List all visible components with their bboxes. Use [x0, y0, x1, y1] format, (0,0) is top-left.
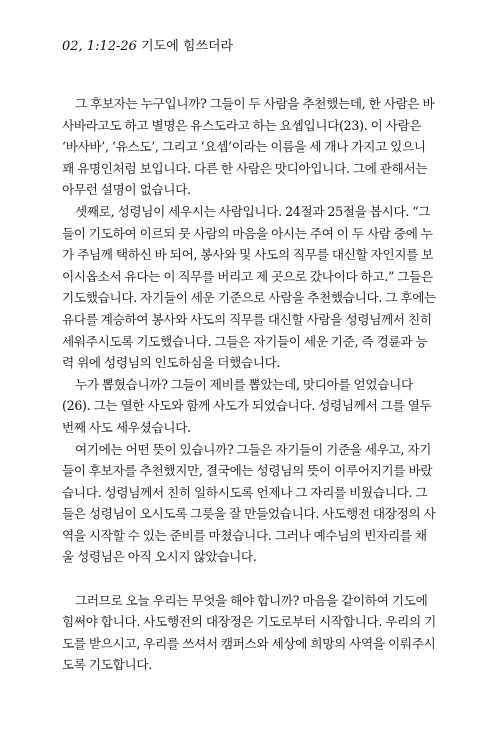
- paragraph-conclusion: 그러므로 오늘 우리는 무엇을 해야 합니까? 마음을 같이하여 기도에 힘써야 합니다. 사도행전의 대장정은 기도로부터 시작합니다. 우리의 기도를 받으시고, 우리를 쓰셔서 캠퍼스와 세상에 희망의 사역을 이뤄주시도록 기도합니다.: [62, 592, 436, 673]
- section-heading: [62, 38, 233, 56]
- paragraph-third-point: 셋째로, 성령님이 세우시는 사람입니다. 24절과 25절을 봅시다. “그들이 기도하여 이르되 뭇 사람의 마음을 아시는 주여 이 두 사람 중에 누가 주님께 택하신 바 되어, 봉사와 및 사도의 직무를 대신할 자인지를 보이시옵소서 유다는 이 직무를 버리고 제 곳으로 갔나이다 하고.” 그들은 기도했습니다. 자기들이 세운 기준으로 사람을 추천했습니다. 그 후에는 유다를 계승하여 봉사와 사도의 직무를 대신할 사람을 성령님께서 친히 세워주시도록 기도했습니다. 그들은 자기들이 세운 기준, 즉 경륜과 능력 위에 성령님의 인도하심을 더했습니다.: [62, 203, 436, 371]
- paragraph-candidates: 그 후보자는 누구입니까? 그들이 두 사람을 추천했는데, 한 사람은 바사바라고도 하고 별명은 유스도라고 하는 요셉입니다(23). 이 사람은 ‘바사바’, ‘유스도’, 그리고 ‘요셉’이라는 이름을 세 개나 가지고 있으니 꽤 유명인처럼 보입니다. 다른 한 사람은 맛디아입니다. 그에 관해서는 아무런 설명이 없습니다.: [62, 96, 435, 198]
- paragraph-meaning: 여기에는 어떤 뜻이 있습니까? 그들은 자기들이 기준을 세우고, 자기들이 후보자를 추천했지만, 결국에는 성령님의 뜻이 이루어지기를 바랐습니다. 성령님께서 친히 일하시도록 언제나 그 자리를 비웠습니다. 그들은 성령님이 오시도록 그릇을 잘 만들었습니다. 사도행전 대장정의 사역을 시작할 수 있는 준비를 마쳤습니다. 그러나 예수님의 빈자리를 채울 성령님은 아직 오시지 않았습니다.: [62, 441, 436, 565]
- bible-reference: 02, 1:12-26: [62, 39, 137, 54]
- paragraph-lot-drawing: 누가 뽑혔습니까? 그들이 제비를 뽑았는데, 맛디아를 얻었습니다(26). 그는 열한 사도와 함께 사도가 되었습니다. 성령님께서 그를 열두 번째 사도 세우셨습니다.: [62, 376, 432, 435]
- body-text: [62, 93, 436, 676]
- section-title: 기도에 힘쓰더라: [141, 39, 234, 54]
